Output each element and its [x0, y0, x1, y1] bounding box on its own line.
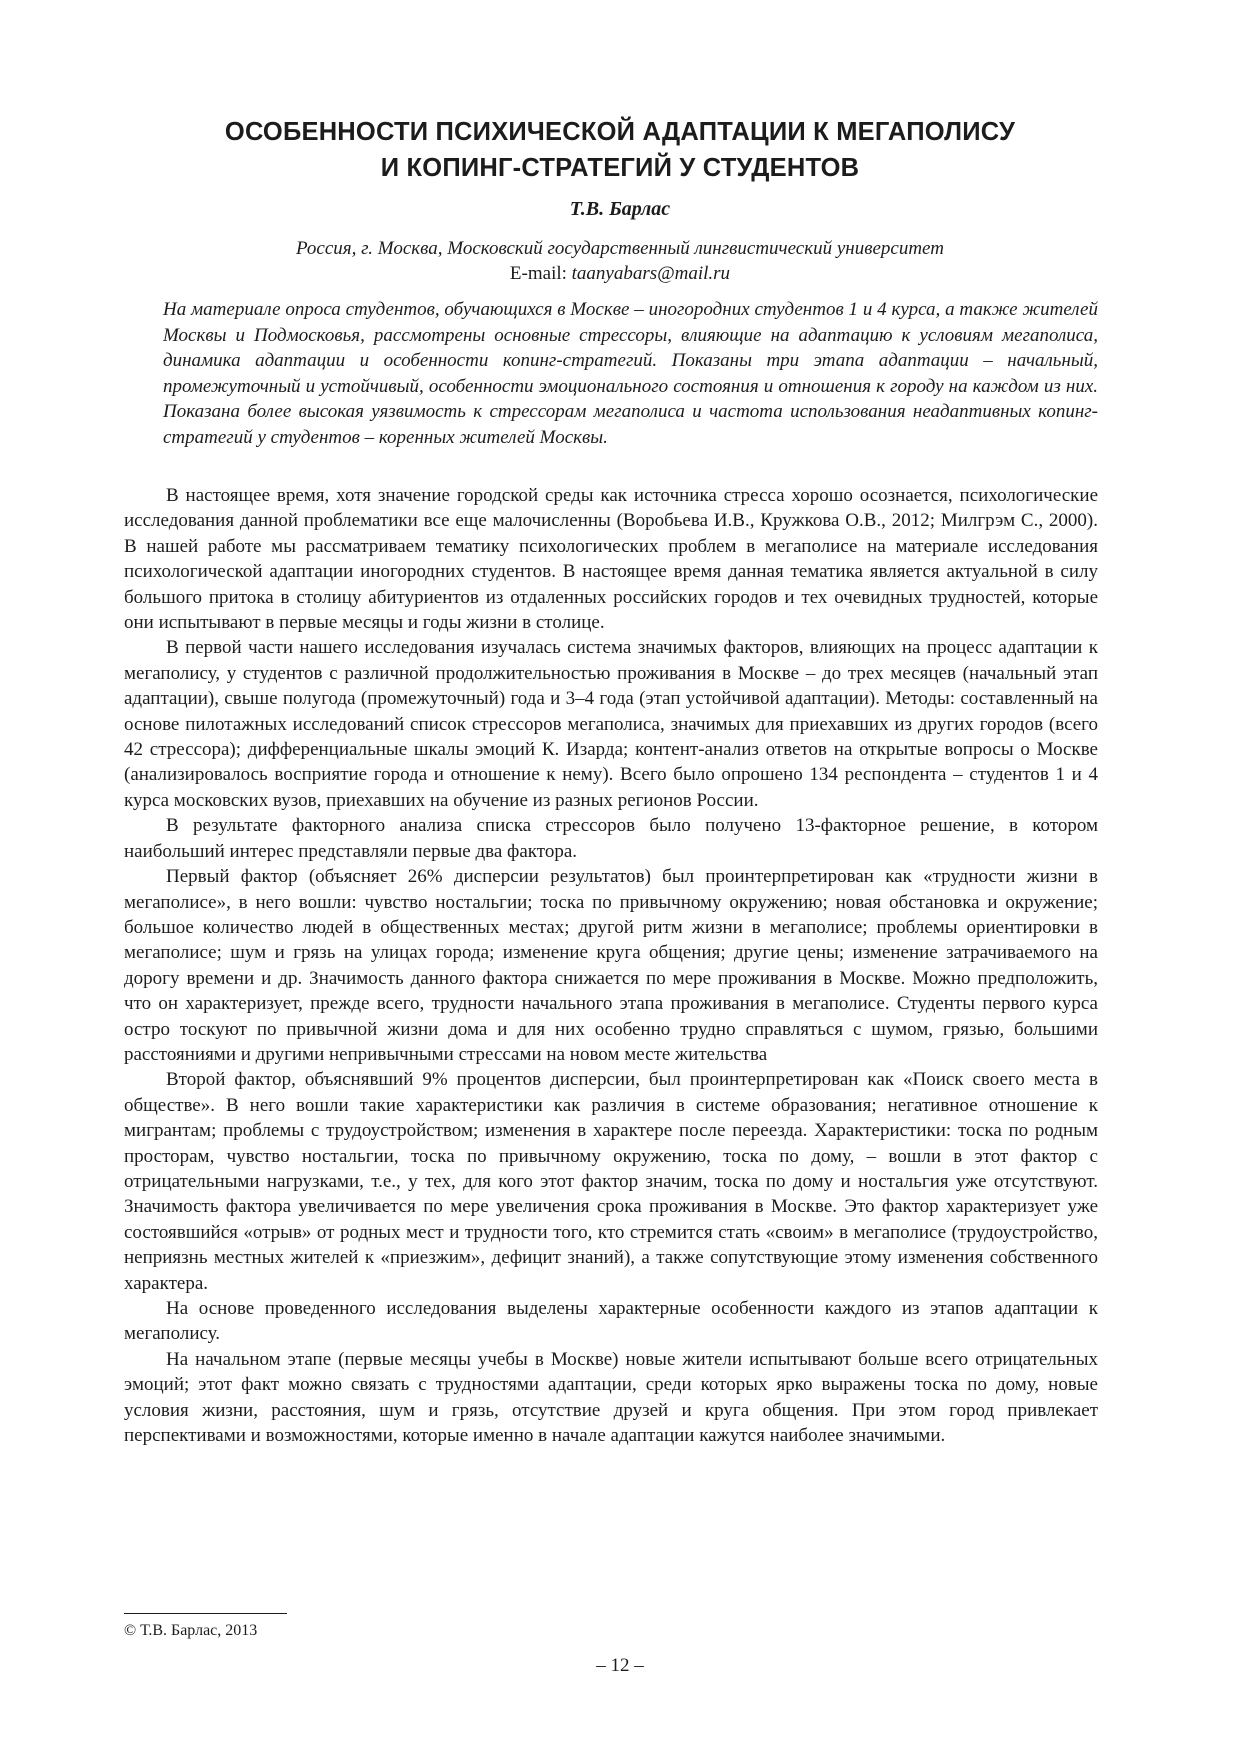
article-title-line-2: И КОПИНГ-СТРАТЕГИЙ У СТУДЕНТОВ — [380, 154, 860, 182]
article-title-line-1: ОСОБЕННОСТИ ПСИХИЧЕСКОЙ АДАПТАЦИИ К МЕГАПОЛИСУ — [224, 118, 1016, 146]
body-paragraph: Второй фактор, объяснявший 9% процентов дисперсии, был проинтерпретирован как «Поиск своего места в обществе». В него вошли такие характеристики как различия в системе образования; негативное отношение к мигрантам; проблемы с трудоустройством; изменения в характере после переезда. Характеристики: тоска по родным просторам, чувство ностальгии, тоска по привычному окружению, тоска по дому, – вошли в этот фактор с отрицательными нагрузками, т.е., у тех, для кого этот фактор значим, тоска по дому и ностальгия уже отсутствуют. Значимость фактора увеличивается по мере увеличения срока проживания в Москве. Это фактор характеризует уже состоявшийся «отрыв» от родных мест и трудности того, кто стремится стать «своим» в мегаполисе (трудоустройство, неприязнь местных жителей к «приезжим», дефицит знаний), а также сопутствующие этому изменения собственного характера. — [124, 1069, 1098, 1294]
body-paragraph: На основе проведенного исследования выделены характерные особенности каждого из этапов адаптации к мегаполису. — [124, 1298, 1098, 1345]
copyright-footnote: © Т.В. Барлас, 2013 — [124, 1622, 258, 1639]
email-label: E-mail: — [509, 263, 567, 284]
body-paragraph: В настоящее время, хотя значение городской среды как источника стресса хорошо осознается, психологические исследования данной проблематики все еще малочисленны (Воробьева И.В., Кружкова О.В., 2012; Милгрэм С., 2000). В нашей работе мы рассматриваем тематику психологических проблем в мегаполисе на материале исследования психологической адаптации иногородних студентов. В настоящее время данная тематика является актуальной в силу большого притока в столицу абитуриентов из отдаленных российских городов и тех очевидных трудностей, которые они испытывают в первые месяцы и годы жизни в столице. — [124, 485, 1098, 634]
body-paragraph: Первый фактор (объясняет 26% дисперсии результатов) был проинтерпретирован как «трудности жизни в мегаполисе», в него вошли: чувство ностальгии; тоска по привычному окружению; новая обстановка и окружение; большое количество людей в общественных местах; другой ритм жизни в мегаполисе; проблемы ориентировки в мегаполисе; шум и грязь на улицах города; изменение круга общения; другие цены; изменение затрачиваемого на дорогу времени и др. Значимость данного фактора снижается по мере проживания в Москве. Можно предположить, что он характеризует, прежде всего, трудности начального этапа проживания в мегаполисе. Студенты первого курса остро тоскуют по привычной жизни дома и для них особенно трудно справляться с шумом, грязью, большими расстояниями и другими непривычными стрессами на новом месте жительства — [124, 866, 1098, 1065]
author-email-line — [120, 261, 1120, 287]
abstract: На материале опроса студентов, обучающихся в Москве – иногородних студентов 1 и 4 курса, а также жителей Москвы и Подмосковья, рассмотрены основные стрессоры, влияющие на адаптацию к условиям мегаполиса, динамика адаптации и особенности копинг-стратегий. Показаны три этапа адаптации – начальный, промежуточный и устойчивый, особенности эмоционального состояния и отношения к городу на каждом из них. Показана более высокая уязвимость к стрессорам мегаполиса и частота использования неадаптивных копинг-стратегий у студентов – коренных жителей Москвы. — [163, 299, 1098, 448]
article-title — [120, 114, 1120, 186]
article-body — [124, 483, 1098, 1448]
page-number: – 12 – — [596, 1655, 644, 1676]
author-affiliation: Россия, г. Москва, Московский государственный лингвистический университет — [296, 238, 944, 259]
body-paragraph: В первой части нашего исследования изучалась система значимых факторов, влияющих на процесс адаптации к мегаполису, у студентов с различной продолжительностью проживания в Москве – до трех месяцев (начальный этап адаптации), свыше полугода (промежуточный) года и 3–4 года (этап устойчивой адаптации). Методы: составленный на основе пилотажных исследований список стрессоров мегаполиса, значимых для приехавших из других городов (всего 42 стрессора); дифференциальные шкалы эмоций К. Изарда; контент-анализ ответов на открытые вопросы о Москве (анализировалось восприятие города и отношение к нему). Всего было опрошено 134 респондента – студентов 1 и 4 курса московских вузов, приехавших на обучение из разных регионов России. — [124, 637, 1098, 811]
email-address[interactable]: taanyabars@mail.ru — [571, 263, 731, 284]
body-paragraph: В результате факторного анализа списка стрессоров было получено 13-факторное решение, в котором наибольший интерес представляли первые два фактора. — [124, 815, 1098, 862]
footnote-divider — [124, 1613, 287, 1614]
author-name: Т.В. Барлас — [569, 198, 671, 220]
body-paragraph: На начальном этапе (первые месяцы учебы в Москве) новые жители испытывают больше всего отрицательных эмоций; этот факт можно связать с трудностями адаптации, среди которых ярко выражены тоска по дому, новые условия жизни, расстояния, шум и грязь, отсутствие друзей и круга общения. При этом город привлекает перспективами и возможностями, которые именно в начале адаптации кажутся наиболее значимыми. — [124, 1348, 1098, 1447]
